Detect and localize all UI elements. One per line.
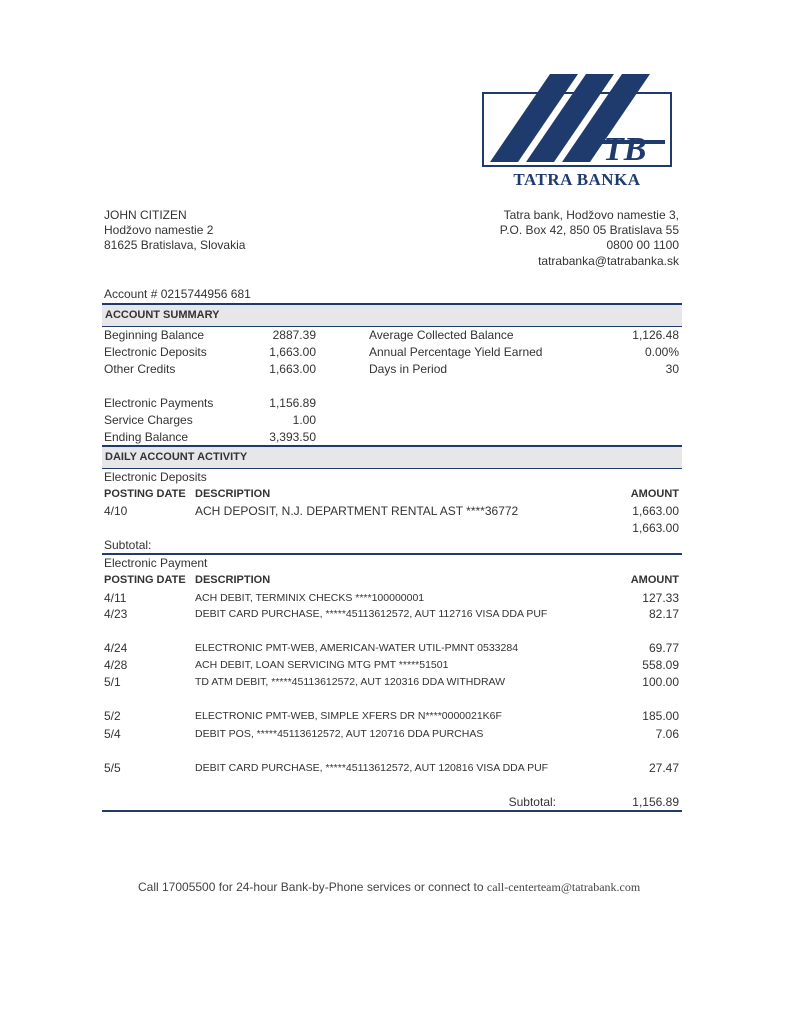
row-amount: 27.47	[648, 761, 679, 775]
summary-label: Days in Period	[369, 362, 448, 376]
row-amount: 127.33	[642, 591, 679, 605]
summary-label: Other Credits	[104, 362, 176, 376]
divider	[102, 810, 682, 812]
customer-name: JOHN CITIZEN	[104, 208, 187, 222]
activity-header: DAILY ACCOUNT ACTIVITY	[105, 451, 248, 463]
account-number: Account # 0215744956 681	[104, 287, 251, 301]
row-amount: 1,663.00	[632, 504, 679, 518]
col-posting-date: POSTING DATE	[104, 488, 186, 500]
summary-value: 1,663.00	[269, 362, 316, 376]
summary-value: 3,393.50	[269, 430, 316, 444]
footer-email-link[interactable]: call-centerteam@tatrabank.com	[486, 880, 641, 894]
divider	[102, 326, 682, 327]
divider	[102, 553, 682, 555]
summary-label: Average Collected Balance	[369, 328, 514, 342]
summary-value: 30	[665, 362, 679, 376]
row-description: ACH DEBIT, LOAN SERVICING MTG PMT *****51501	[195, 659, 449, 671]
row-description: ACH DEPOSIT, N.J. DEPARTMENT RENTAL AST ****36772	[195, 504, 519, 518]
row-description: ELECTRONIC PMT-WEB, AMERICAN-WATER UTIL-PMNT 0533284	[195, 642, 519, 654]
bank-logo-stripes	[482, 70, 682, 170]
row-date: 4/24	[104, 641, 128, 655]
logo-name: TATRA BANKA	[513, 170, 641, 189]
col-description: DESCRIPTION	[195, 488, 271, 500]
row-description: ELECTRONIC PMT-WEB, SIMPLE XFERS DR N****0000021K6F	[195, 710, 502, 722]
bank-email: tatrabanka@tatrabanka.sk	[538, 254, 679, 268]
summary-label: Electronic Deposits	[104, 345, 207, 359]
row-amount: 69.77	[648, 641, 679, 655]
payments-subtotal-value: 1,156.89	[632, 795, 679, 809]
summary-label: Electronic Payments	[104, 396, 214, 410]
payments-subtotal-label: Subtotal:	[508, 795, 556, 809]
row-date: 5/1	[104, 675, 121, 689]
col-posting-date: POSTING DATE	[104, 574, 186, 586]
customer-city: 81625 Bratislava, Slovakia	[104, 238, 246, 252]
row-date: 5/5	[104, 761, 121, 775]
bank-phone: 0800 00 1100	[606, 238, 679, 252]
row-date: 4/28	[104, 658, 128, 672]
summary-value: 0.00%	[644, 345, 679, 359]
deposits-title: Electronic Deposits	[104, 470, 207, 484]
row-date: 4/11	[104, 591, 127, 605]
row-date: 5/4	[104, 727, 121, 741]
summary-label: Ending Balance	[104, 430, 189, 444]
summary-value: 1,156.89	[269, 396, 316, 410]
bank-address-line2: P.O. Box 42, 850 05 Bratislava 55	[499, 223, 679, 237]
row-amount: 558.09	[642, 658, 679, 672]
footer-note	[138, 880, 640, 895]
deposits-subtotal-label: Subtotal:	[104, 538, 152, 552]
summary-value: 1,663.00	[269, 345, 316, 359]
col-amount: AMOUNT	[630, 574, 679, 586]
footer-text: Call 17005500 for 24-hour Bank-by-Phone services or connect to	[138, 880, 484, 894]
logo-initials: TB	[603, 131, 647, 168]
summary-label: Annual Percentage Yield Earned	[369, 345, 543, 359]
summary-value: 1.00	[292, 413, 316, 427]
divider	[102, 468, 682, 469]
row-amount: 7.06	[655, 727, 679, 741]
row-date: 4/10	[104, 504, 128, 518]
row-date: 5/2	[104, 709, 121, 723]
col-description: DESCRIPTION	[195, 574, 271, 586]
payments-title: Electronic Payment	[104, 556, 208, 570]
summary-value: 2887.39	[272, 328, 316, 342]
row-description: DEBIT CARD PURCHASE, *****45113612572, AUT 112716 VISA DDA PUF	[195, 608, 548, 620]
summary-label: Service Charges	[104, 413, 193, 427]
row-description: DEBIT CARD PURCHASE, *****45113612572, AUT 120816 VISA DDA PUF	[195, 762, 549, 774]
summary-value: 1,126.48	[632, 328, 679, 342]
row-description: ACH DEBIT, TERMINIX CHECKS ****100000001	[195, 592, 425, 604]
customer-street: Hodžovo namestie 2	[104, 223, 214, 237]
row-description: DEBIT POS, *****45113612572, AUT 120716 DDA PURCHAS	[195, 728, 484, 740]
row-amount: 185.00	[642, 709, 679, 723]
row-amount: 100.00	[642, 675, 679, 689]
row-amount: 82.17	[648, 607, 679, 621]
deposits-subtotal-value: 1,663.00	[632, 521, 679, 535]
col-amount: AMOUNT	[630, 488, 679, 500]
bank-address-line1: Tatra bank, Hodžovo namestie 3,	[503, 208, 679, 222]
row-description: TD ATM DEBIT, *****45113612572, AUT 120316 DDA WITHDRAW	[195, 676, 506, 688]
row-date: 4/23	[104, 607, 128, 621]
summary-header: ACCOUNT SUMMARY	[105, 309, 220, 321]
summary-label: Beginning Balance	[104, 328, 205, 342]
